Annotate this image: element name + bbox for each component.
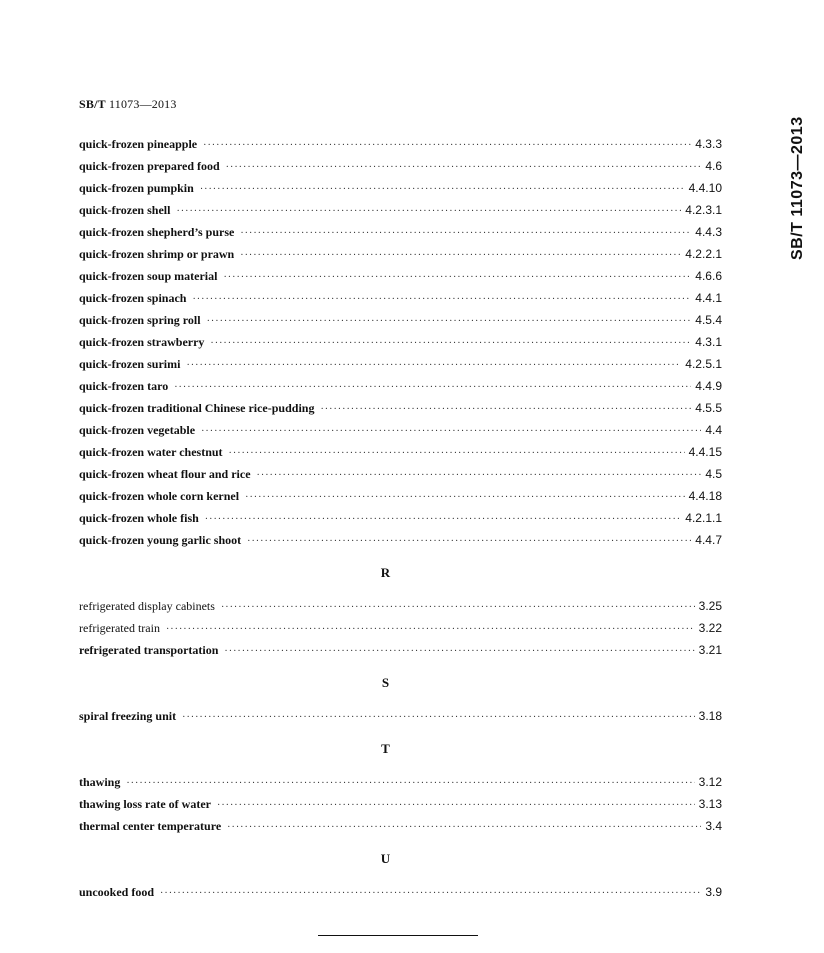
index-group <box>79 727 722 837</box>
entry-term: refrigerated train <box>79 621 160 635</box>
index-entry <box>79 353 722 375</box>
leader-dots <box>176 201 681 223</box>
entry-ref: 3.21 <box>698 643 722 657</box>
entry-ref: 3.9 <box>705 885 722 899</box>
entry-term: quick-frozen vegetable <box>79 423 196 437</box>
index-entry <box>79 199 722 221</box>
entry-ref: 3.12 <box>698 775 722 789</box>
entry-term: refrigerated transportation <box>79 643 219 657</box>
index-entry <box>79 617 722 639</box>
leader-dots <box>320 399 691 421</box>
entry-ref: 4.5.4 <box>695 313 722 327</box>
leader-dots <box>226 157 702 179</box>
index-group <box>79 133 722 551</box>
entry-ref: 4.2.5.1 <box>685 357 722 371</box>
index-entry <box>79 639 722 661</box>
index-entry <box>79 529 722 551</box>
entry-ref: 4.4.1 <box>695 291 722 305</box>
index-group <box>79 661 722 727</box>
leader-dots <box>247 531 691 553</box>
leader-dots <box>205 509 682 531</box>
leader-dots <box>207 311 692 333</box>
index-entry <box>79 485 722 507</box>
entry-term: quick-frozen prepared food <box>79 159 220 173</box>
index-entry <box>79 309 722 331</box>
leader-dots <box>126 773 694 795</box>
index-entry <box>79 595 722 617</box>
leader-dots <box>182 707 695 729</box>
entry-ref: 4.4.10 <box>688 181 722 195</box>
entry-ref: 4.3.3 <box>695 137 722 151</box>
entry-term: quick-frozen water chestnut <box>79 445 223 459</box>
entry-ref: 4.6 <box>705 159 722 173</box>
index-entry <box>79 793 722 815</box>
entry-ref: 3.22 <box>698 621 722 635</box>
index-group <box>79 837 722 903</box>
entry-term: thawing loss rate of water <box>79 797 211 811</box>
index-entry <box>79 331 722 353</box>
entry-term: quick-frozen pineapple <box>79 137 198 151</box>
section-letter-r: R <box>380 565 391 580</box>
end-divider <box>318 935 478 936</box>
leader-dots <box>174 377 691 399</box>
entry-term: refrigerated display cabinets <box>79 599 215 613</box>
index-entry <box>79 155 722 177</box>
entry-ref: 4.2.1.1 <box>685 511 722 525</box>
index-entry <box>79 705 722 727</box>
leader-dots <box>166 619 695 641</box>
index-entries <box>79 133 722 903</box>
entry-term: thawing <box>79 775 121 789</box>
entry-term: quick-frozen shepherd’s purse <box>79 225 235 239</box>
page-header <box>79 97 177 112</box>
leader-dots <box>223 267 691 289</box>
leader-dots <box>203 135 691 157</box>
leader-dots <box>257 465 702 487</box>
index-entry <box>79 177 722 199</box>
index-entry <box>79 419 722 441</box>
index-entry <box>79 287 722 309</box>
entry-term: quick-frozen shrimp or prawn <box>79 247 235 261</box>
entry-term: quick-frozen spinach <box>79 291 187 305</box>
entry-ref: 3.13 <box>698 797 722 811</box>
entry-ref: 4.2.3.1 <box>685 203 722 217</box>
leader-dots <box>229 443 685 465</box>
leader-dots <box>221 597 695 619</box>
entry-term: quick-frozen pumpkin <box>79 181 194 195</box>
entry-ref: 4.4.9 <box>695 379 722 393</box>
leader-dots <box>240 223 691 245</box>
entry-term: quick-frozen young garlic shoot <box>79 533 242 547</box>
index-entry <box>79 815 722 837</box>
entry-term: quick-frozen wheat flour and rice <box>79 467 251 481</box>
side-standard-code: SB/T 11073—2013 <box>789 116 806 260</box>
leader-dots <box>217 795 695 817</box>
entry-term: quick-frozen strawberry <box>79 335 205 349</box>
entry-ref: 4.4.3 <box>695 225 722 239</box>
entry-ref: 4.4.7 <box>695 533 722 547</box>
entry-ref: 4.4 <box>705 423 722 437</box>
entry-term: spiral freezing unit <box>79 709 177 723</box>
entry-ref: 4.4.18 <box>688 489 722 503</box>
section-letter-t: T <box>381 741 390 756</box>
index-entry <box>79 243 722 265</box>
entry-term: quick-frozen surimi <box>79 357 181 371</box>
leader-dots <box>210 333 691 355</box>
entry-ref: 4.2.2.1 <box>685 247 722 261</box>
leader-dots <box>186 355 681 377</box>
index-entry <box>79 463 722 485</box>
section-letter-u: U <box>380 851 391 866</box>
entry-term: quick-frozen shell <box>79 203 171 217</box>
entry-term: quick-frozen spring roll <box>79 313 201 327</box>
entry-term: quick-frozen traditional Chinese rice-pudding <box>79 401 315 415</box>
standard-code-prefix: SB/T <box>79 97 106 111</box>
entry-ref: 4.5.5 <box>695 401 722 415</box>
index-group <box>79 551 722 661</box>
index-entry <box>79 397 722 419</box>
leader-dots <box>240 245 681 267</box>
index-entry <box>79 771 722 793</box>
entry-term: quick-frozen whole fish <box>79 511 199 525</box>
leader-dots <box>192 289 691 311</box>
index-entry <box>79 507 722 529</box>
entry-term: uncooked food <box>79 885 155 899</box>
index-entry <box>79 375 722 397</box>
entry-term: quick-frozen soup material <box>79 269 218 283</box>
entry-ref: 4.5 <box>705 467 722 481</box>
entry-ref: 4.3.1 <box>695 335 722 349</box>
index-entry <box>79 221 722 243</box>
section-letter-s: S <box>381 675 390 690</box>
leader-dots <box>160 883 701 905</box>
entry-ref: 4.6.6 <box>695 269 722 283</box>
entry-ref: 3.4 <box>705 819 722 833</box>
leader-dots <box>245 487 685 509</box>
index-entry <box>79 265 722 287</box>
entry-term: thermal center temperature <box>79 819 222 833</box>
entry-term: quick-frozen taro <box>79 379 169 393</box>
leader-dots <box>224 641 694 663</box>
leader-dots <box>201 421 701 443</box>
index-entry <box>79 441 722 463</box>
index-entry <box>79 133 722 155</box>
entry-ref: 4.4.15 <box>688 445 722 459</box>
leader-dots <box>227 817 701 839</box>
leader-dots <box>200 179 685 201</box>
entry-ref: 3.18 <box>698 709 722 723</box>
standard-code-number: 11073—2013 <box>109 97 177 111</box>
entry-term: quick-frozen whole corn kernel <box>79 489 240 503</box>
entry-ref: 3.25 <box>698 599 722 613</box>
index-entry <box>79 881 722 903</box>
